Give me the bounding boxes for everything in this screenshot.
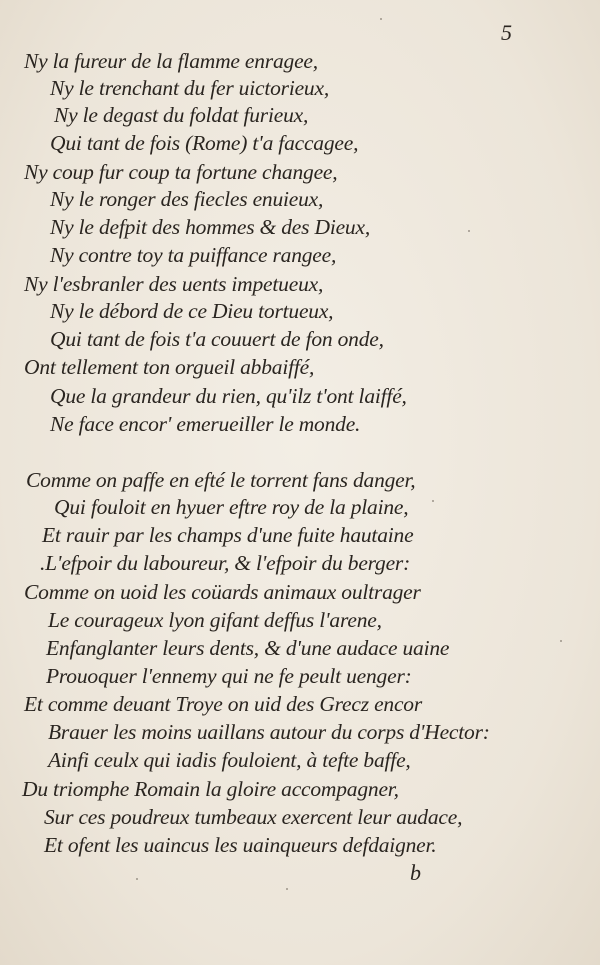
verse-line: Sur ces poudreux tumbeaux exercent leur audace, [44, 805, 463, 829]
verse-line: Qui tant de fois (Rome) t'a faccagee, [50, 131, 359, 155]
verse-line: Et comme deuant Troye on uid des Grecz encor [24, 692, 423, 716]
verse-line: Ny le ronger des fiecles enuieux, [50, 187, 324, 211]
verse-line: Prouoquer l'ennemy qui ne fe peult uenger: [46, 664, 412, 688]
signature-mark: b [410, 860, 421, 885]
verse-line: Ny le trenchant du fer uictorieux, [50, 76, 329, 100]
paper-speck [468, 230, 470, 232]
verse-line: Ainfi ceulx qui iadis fouloient, à tefte baffe, [48, 748, 411, 772]
paper-speck [432, 500, 434, 502]
paper-speck [136, 878, 138, 880]
verse-line: Ont tellement ton orgueil abbaiffé, [24, 355, 315, 379]
verse-line: Comme on paffe en efté le torrent fans danger, [26, 468, 416, 492]
page-number: 5 [501, 20, 512, 45]
verse-line: Ny la fureur de la flamme enragee, [24, 49, 318, 73]
verse-line: Qui tant de fois t'a couuert de fon onde, [50, 327, 384, 351]
verse-line: Du triomphe Romain la gloire accompagner, [22, 777, 399, 801]
verse-line: Enfanglanter leurs dents, & d'une audace uaine [46, 636, 450, 660]
verse-line: .L'efpoir du laboureur, & l'efpoir du berger: [40, 551, 411, 575]
verse-line: Le courageux lyon gifant deffus l'arene, [48, 608, 382, 632]
verse-line: Et rauir par les champs d'une fuite hautaine [42, 523, 414, 547]
verse-line: Brauer les moins uaillans autour du corps d'Hector: [48, 720, 490, 744]
paper-speck [560, 640, 562, 642]
verse-line: Ne face encor' emerueiller le monde. [50, 412, 361, 436]
verse-line: Ny contre toy ta puiffance rangee, [50, 243, 337, 267]
verse-line: Comme on uoid les coüards animaux oultrager [24, 580, 421, 604]
verse-line: Et ofent les uaincus les uainqueurs defdaigner. [44, 833, 437, 857]
verse-line: Ny le defpit des hommes & des Dieux, [50, 215, 371, 239]
verse-line: Ny le degast du foldat furieux, [54, 103, 309, 127]
verse-line: Que la grandeur du rien, qu'ilz t'ont laiffé, [50, 384, 407, 408]
verse-line: Ny l'esbranler des uents impetueux, [24, 272, 324, 296]
verse-line: Ny coup fur coup ta fortune changee, [24, 160, 338, 184]
paper-speck [286, 888, 288, 890]
verse-line: Qui fouloit en hyuer eftre roy de la plaine, [54, 495, 409, 519]
paper-speck [380, 18, 382, 20]
verse-line: Ny le débord de ce Dieu tortueux, [50, 299, 334, 323]
